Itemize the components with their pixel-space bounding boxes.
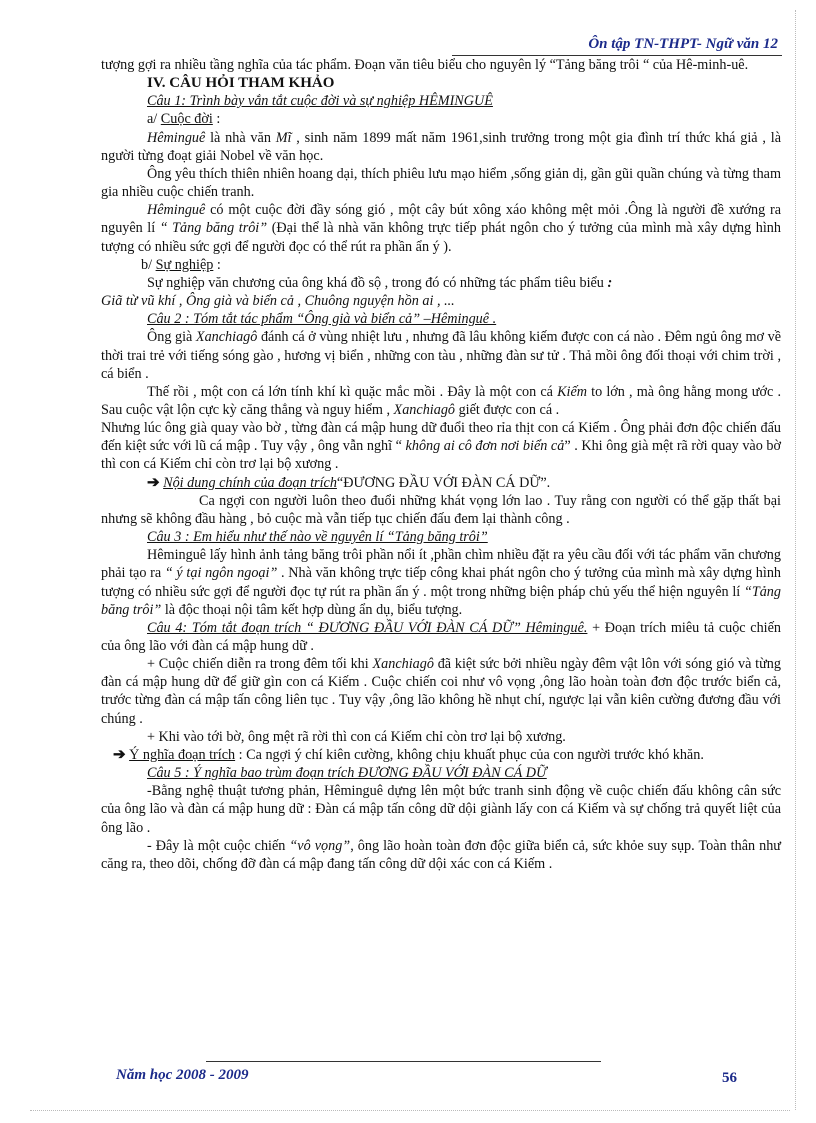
q1-paragraph-3: Hêminguê có một cuộc đời đầy sóng gió , một cây bút xông xáo không mệt mỏi .Ông là người đề xướng ra nguyên lí “ Tảng băng trôi” (Đại thể là nhà văn không trực tiếp phát ngôn cho ý tưởng của mình mà xây dựng hình tượng có nhiều sức gợi để người đọc có thể rút ra phần ẩn ý ). [101, 202, 781, 255]
page-border-bottom [30, 1110, 790, 1111]
q5-paragraph-2: - Đây là một cuộc chiến “vô vọng”, ông lão hoàn toàn đơn độc giữa biển cả, sức khỏe suy sụp. Toàn thân như căng ra, theo dõi, chống đỡ đàn cá mập đang tấn công dữ dội xác con cá Kiếm . [101, 837, 781, 872]
question-3-title: Câu 3 : Em hiểu như thế nào về nguyên lí “Tảng băng trôi” [147, 529, 488, 546]
question-4-title: Câu 4: Tóm tắt đoạn trích “ ĐƯƠNG ĐẦU VỚI ĐÀN CÁ DỮ” Hêminguê. [147, 619, 588, 636]
q5-paragraph-1: -Bằng nghệ thuật tương phản, Hêminguê dựng lên một bức tranh sinh động về cuộc chiến đấu không cân sức của ông lão và đàn cá mập hung dữ : Đàn cá mập tấn công dữ dội giành lấy con cá Kiếm và sự chống trả quyết liệt của ông lão . [101, 783, 781, 836]
footer-rule [206, 1061, 601, 1062]
question-2-title: Câu 2 : Tóm tắt tác phẩm “Ông già và biển cả” –Hêminguê . [147, 311, 497, 328]
question-1-title: Câu 1: Trình bày vắn tắt cuộc đời và sự nghiệp HÊMINGUÊ [147, 93, 493, 110]
q1-paragraph-4: Sự nghiệp văn chương của ông khá đồ sộ , trong đó có những tác phẩm tiêu biểu : [147, 274, 613, 291]
q2-paragraph-2: Thế rồi , một con cá lớn tính khí kì quặc mắc mồi . Đây là một con cá Kiếm to lớn , mà ông hằng mong ước . Sau cuộc vật lộn cực kỳ căng thẳng và nguy hiểm , Xanchiagô giết được con cá . [101, 383, 781, 418]
main-content-line: ➔ Nội dung chính của đoạn trích“ĐƯƠNG ĐẦU VỚI ĐÀN CÁ DỮ”. [147, 474, 551, 491]
footer-school-year: Năm học 2008 - 2009 [116, 1067, 249, 1083]
q1-works-list: Giã từ vũ khí , Ông già và biển cả , Chuông nguyện hồn ai , ... [101, 293, 455, 310]
section-heading: IV. CÂU HỎI THAM KHẢO [147, 75, 335, 92]
question-5-title: Câu 5 : Ý nghĩa bao trùm đoạn trích ĐƯƠNG ĐẦU VỚI ĐÀN CÁ DỮ [147, 765, 547, 782]
q2-paragraph-3: Nhưng lúc ông già quay vào bờ , từng đàn cá mập hung dữ đuổi theo rỉa thịt con cá Kiếm . Ông phải đơn độc chiến đấu đến kiệt sức với lũ cá mập . Tuy vậy , ông vẫn nghĩ “ không ai cô đơn nơi biển cả” . Khi ông già mệt rã rời quay vào bờ thì con cá Kiếm chỉ còn trơ lại bộ xương . [101, 420, 781, 473]
page-border-right [795, 10, 796, 1110]
q4-paragraph-2: + Cuộc chiến diễn ra trong đêm tối khi Xanchiagô đã kiệt sức bởi nhiều ngày đêm vật lôn với sóng gió và từng đàn cá mập hung dữ để giữ gìn con cá Kiếm . Cuộc chiến coi như vô vọng ,ông lão hoàn toàn đơn độc trước biển cả, trước từng đàn cá mập tấn công liên tục . Tuy vậy ,ông lão không hề nhụt chí, ngược lại vẫn kiên cường đương đầu với chúng . [101, 656, 781, 727]
subheading-cuoc-doi: a/ Cuộc đời : [147, 111, 221, 128]
q2-paragraph-1: Ông già Xanchiagô đánh cá ở vùng nhiệt lưu , nhưng đã lâu không kiếm được con cá nào . Đêm ngủ ông mơ về thời trai trẻ với tiếng sóng gào , hương vị biển , những con tàu , những đàn sư tử . Thả mồi ông đối thoại với chim trời , cá biển . [101, 329, 781, 382]
q1-paragraph-1: Hêminguê là nhà văn Mĩ , sinh năm 1899 mất năm 1961,sinh trưởng trong một gia đình trí thức khá giả , là người từng đoạt giải Nobel về văn học. [101, 129, 781, 164]
q3-paragraph: Hêminguê lấy hình ảnh tảng băng trôi phần nổi ít ,phần chìm nhiều đặt ra yêu cầu đối với tác phẩm văn chương phải tạo ra “ ý tại ngôn ngoại” . Nhà văn không trực tiếp công khai phát ngôn cho ý tưởng của mình mà xây dựng hình tượng có nhiều sức gợi để người đọc tự rút ra phần ẩn ý . một trong những biện pháp chủ yếu thể hiện nguyên lí “Tảng băng trôi” là độc thoại nội tâm kết hợp dùng ẩn dụ, biểu tượng. [101, 547, 782, 618]
document-body [101, 56, 781, 873]
arrow-right-icon: ➔ [113, 746, 126, 763]
q4-paragraph-3: + Khi vào tới bờ, ông mệt rã rời thì con cá Kiếm chỉ còn trơ lại bộ xương. [147, 728, 566, 745]
page-number: 56 [722, 1070, 737, 1086]
q1-paragraph-2: Ông yêu thích thiên nhiên hoang dại, thích phiêu lưu mạo hiểm ,sống giản dị, gần gũi quần chúng và từng tham gia nhiều cuộc chiến tranh. [101, 165, 781, 201]
meaning-line: ➔ Ý nghĩa đoạn trích : Ca ngợi ý chí kiên cường, không chịu khuất phục của con người trước khó khăn. [113, 746, 704, 763]
subheading-su-nghiep: b/ Sự nghiệp : [141, 256, 221, 273]
q4-paragraph-1: Câu 4: Tóm tắt đoạn trích “ ĐƯƠNG ĐẦU VỚI ĐÀN CÁ DỮ” Hêminguê. + Đoạn trích miêu tả cuộc chiến của ông lão với đàn cá mập hung dữ . [101, 619, 782, 654]
page-header-title: Ôn tập TN-THPT- Ngữ văn 12 [588, 36, 778, 52]
intro-paragraph: tượng gợi ra nhiều tầng nghĩa của tác phẩm. Đoạn văn tiêu biểu cho nguyên lý “Tảng băng trôi “ của Hê-minh-uê. [101, 57, 749, 73]
main-content-paragraph: Ca ngợi con người luôn theo đuổi những khát vọng lớn lao . Tuy rằng con người có thể gặp thất bại nhưng sẽ không đầu hàng , bỏ cuộc mà vẫn tiếp tục chiến đấu đem lại thành công . [101, 492, 781, 527]
arrow-right-icon: ➔ [147, 474, 160, 491]
